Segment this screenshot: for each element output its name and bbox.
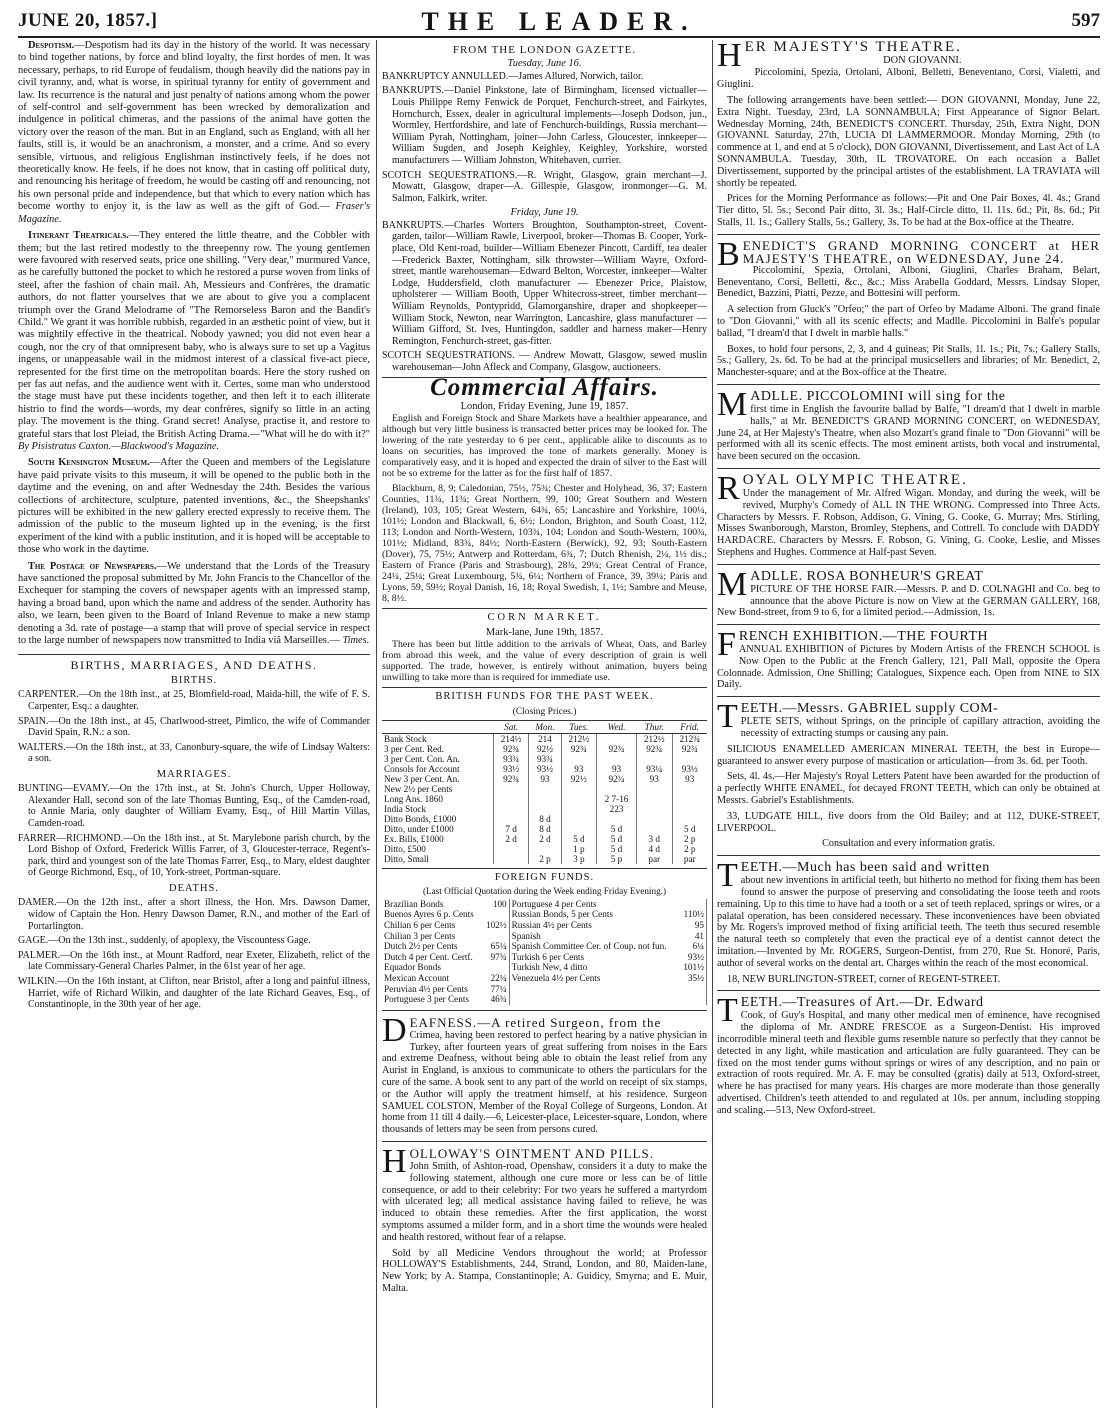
price-cell: 77¼ xyxy=(482,984,509,995)
price-cell: 3 p xyxy=(561,854,597,864)
death-notice: GAGE.—On the 13th inst., suddenly, of apoplexy, the Viscountess Gage. xyxy=(18,935,311,947)
price-cell: 2 d xyxy=(529,834,561,844)
price-cell xyxy=(529,794,561,804)
ad-headline: EETH.—Treasures of Art.—Dr. Edward xyxy=(740,995,984,1011)
birth-notice: SPAIN.—On the 18th inst., at 45, Charlwood-street, Pimlico, the wife of Commander David Spain, R.N.: a son. xyxy=(18,715,370,739)
ad-holloway xyxy=(382,1141,707,1295)
column-header: Tues. xyxy=(561,720,597,733)
price-cell: 2 p xyxy=(672,844,707,854)
price-cell xyxy=(493,804,529,814)
price-cell: 2 d xyxy=(493,834,529,844)
price-cell xyxy=(680,984,707,995)
drop-cap: T xyxy=(717,698,738,736)
ad-text: about new inventions in artificial teeth, but hitherto no method for fixing them has been found to answer the purpose of preserving and consolidating the loose teeth and roots remaining. Up to this time to have had a tooth or a set of teeth replaced, springs or wires, or a palatal operation, has been considered necessary. These inconveniences have been obviated by Mr. Rogers's improved method of fixing artificial teeth. The teeth thus secured resemble the natural teeth so completely that even the practical eye of a dentist cannot detect the imitation.—Invented by Mr. ROGERS, Surgeon-Dentist, from 270, Rue St. Honoré, Paris, author of several works on the dental art. Charges within the reach of the most economical. xyxy=(717,875,1100,969)
price-cell: 35½ xyxy=(680,973,707,984)
ad-rogers-teeth xyxy=(717,855,1100,985)
ad-french-exhibition xyxy=(717,624,1100,691)
price-cell xyxy=(636,754,672,764)
ad-headline: EETH.—Much has been said and written xyxy=(740,860,990,876)
table-row xyxy=(382,754,707,764)
price-cell: 5 d xyxy=(597,844,637,854)
table-row xyxy=(382,764,707,774)
price-cell: 214½ xyxy=(493,733,529,744)
price-cell: 214 xyxy=(529,733,561,744)
foreign-table-body xyxy=(382,899,707,1005)
price-cell: 93 xyxy=(672,774,707,784)
article-despotism xyxy=(18,40,370,226)
ad-text: Prices for the Morning Performance as follows:—Pit and One Pair Boxes, 4l. 4s.; Grand Tier ditto, 5l. 5s.; Second Pair ditto, 3l. 3s.; Half-Circle ditto, 1l. 11s. 6d.; Pit, 8s. 6d.; Pit Stalls, 1l. 1s.; Gallery Stalls, 5s.; Gallery, 3s. To be had at the Box-office at the Theatre. xyxy=(717,193,1100,228)
column-header: Frid. xyxy=(672,720,707,733)
price-cell: 22¼ xyxy=(482,973,509,984)
article-source: Times. xyxy=(342,635,370,647)
gazette-heading: FROM THE LONDON GAZETTE. xyxy=(452,44,637,56)
price-cell: 93 xyxy=(529,774,561,784)
fund-name-cell xyxy=(509,994,679,1005)
price-cell: 92¾ xyxy=(636,744,672,754)
table-row xyxy=(382,899,707,910)
article-postage xyxy=(18,561,370,648)
ad-text: Consultation and every information gratis. xyxy=(822,838,995,850)
price-cell xyxy=(561,784,597,794)
price-cell: 95 xyxy=(680,920,707,931)
price-cell: 5 p xyxy=(597,854,637,864)
price-cell: 93¾ xyxy=(493,754,529,764)
price-cell: 212½ xyxy=(636,733,672,744)
fund-name-cell: Ditto, under £1000 xyxy=(384,823,454,834)
marriage-notice: BUNTING—EVAMY.—On the 17th inst., at St. John's Church, Upper Holloway, Alexander Hall, second son of the late Thomas Bunting, Esq., of the Camden-road, to Annie Maria, only daughter of William Evamy, Esq., of Hill Martin Villas, Camden-road. xyxy=(18,783,370,830)
price-cell: 65¼ xyxy=(482,941,509,952)
price-cell: 93¼ xyxy=(636,764,672,774)
gazette-bankrupts: BANKRUPTS.—Charles Worters Broughton, Southampton-street, Covent-garden, tailor—William Rawle, Liverpool, broker—Thomas B. Cooper, York-place, Old Kent-road, builder—William Ebenezer Pincott, Cardiff, tea dealer—Frederick Baxter, Nottingham, silk throwster—William Wayre, Oxford-street, mantle warehouseman—Edward Belton, Worcester, innkeeper—Walter Lodge, Huddersfield, cloth manufacturer — Ebenezer Price, Plaistow, upholsterer — William Booth, Upper Whitecross-street, timber merchant—William Reynolds, Pontypridd, Glamorganshire, draper and shopkeeper—William Stock, Newton, near Warrington, Lancashire, glass manufacturer — William Gifford, St. Ives, Huntingdon, saddler and harness maker—Henry Remington, Fenchurch-street, gas-fitter. xyxy=(382,219,707,347)
table-row xyxy=(382,952,707,963)
masthead xyxy=(18,6,1100,38)
fund-name-cell: Venezuela 4½ per Cents xyxy=(511,972,601,983)
price-cell: 223 xyxy=(597,804,637,814)
funds-subheading: (Closing Prices.) xyxy=(512,706,577,717)
ad-headline: ENEDICT'S GRAND MORNING CONCERT at HER MAJESTY'S THEATRE, on WEDNESDAY, June 24. xyxy=(742,237,1100,266)
price-cell: 92¾ xyxy=(493,774,529,784)
ad-text: Sold by all Medicine Vendors throughout the world; at Professor HOLLOWAY'S Establishments, 244, Strand, London, and 80, Maiden-lane, New York; by A. Stampa, Constantinople; A. Guidicy, Smyrna; and E. Muir, Malta. xyxy=(382,1247,707,1294)
column-header: Sat. xyxy=(493,720,529,733)
table-row xyxy=(382,804,707,814)
corn-text: There has been but little addition to the arrivals of Wheat, Oats, and Barley from abroad this week, and the value of every description of grain is well supported. The trade, however, is entirely without animation, buyers being unwilling to take more than is required for immediate use. xyxy=(382,639,707,684)
ad-text: PICTURE OF THE HORSE FAIR.—Messrs. P. and D. COLNAGHI and Co. beg to announce that the above Picture is now on View at the GERMAN GALLERY, 168, New Bond-street, from 9 to 6, for a limited period.—Admission, 1s. xyxy=(717,583,1100,619)
table-row xyxy=(382,784,707,794)
table-row xyxy=(382,931,707,942)
price-cell: 2 p xyxy=(672,834,707,844)
fund-name-cell: 3 per Cent. Red. xyxy=(384,743,444,754)
birth-notice: WALTERS.—On the 18th inst., at 33, Canonbury-square, the wife of Lindsay Walters: a son. xyxy=(18,741,370,765)
ad-text: ANNUAL EXHIBITION of Pictures by Modern Artists of the FRENCH SCHOOL is Now Open to the Public at the French Gallery, 121, Pall Mall, opposite the Opera Colonnade. Admission, One Shilling; Catalogues, Sixpence each. Open from NINE to SIX Daily. xyxy=(717,644,1100,691)
ad-royal-olympic xyxy=(717,468,1100,559)
table-row xyxy=(382,941,707,952)
ad-headline: ADLLE. ROSA BONHEUR'S GREAT xyxy=(750,568,984,584)
price-cell: 8 d xyxy=(529,814,561,824)
ad-text: The following arrangements have been settled:— DON GIOVANNI, Monday, June 22, Extra Night. Tuesday, 23rd, LA SONNAMBULA; First Appearance of Signor Belart. Wednesday Morning, 24th, BENEDICT'S CONCERT. Thursday, 25th, Extra Night, DON GIOVANNI. Saturday, 27th, LUCIA DI LAMMERMOOR. Monday Morning, 29th (to commence at 1, and end at 5 o'clock), DON GIOVANNI, Divertissement, and Last Act of LA SONNAMBULA. Tuesday, 30th, IL TROVATORE. On each occasion a Ballet Divertissement, supported by the principal artistes of the establishment. LA TRAVIATA will shortly be repeated. xyxy=(717,95,1100,189)
table-row xyxy=(382,909,707,920)
fund-name-cell: Bank Stock xyxy=(384,733,427,744)
ad-piccolomini xyxy=(717,384,1100,463)
price-cell xyxy=(672,814,707,824)
gazette-annulled: BANKRUPTCY ANNULLED.—James Allured, Norwich, tailor. xyxy=(382,70,644,82)
price-cell xyxy=(597,784,637,794)
table-row xyxy=(382,733,707,744)
fund-name-cell: New 3 per Cent. An. xyxy=(384,773,460,784)
fund-name-cell: Dutch 2½ per Cents xyxy=(384,941,458,952)
fund-name-cell: Consols for Account xyxy=(384,763,460,774)
ad-text: 33, LUDGATE HILL, five doors from the Old Bailey; and at 112, DUKE-STREET, LIVERPOOL. xyxy=(717,810,1100,834)
price-cell: 100 xyxy=(482,899,509,910)
table-row xyxy=(382,774,707,784)
table-row xyxy=(382,962,707,973)
price-cell xyxy=(636,814,672,824)
price-cell: 92½ xyxy=(561,774,597,784)
fund-name-cell: Buenos Ayres 6 p. Cents xyxy=(384,909,474,920)
table-row xyxy=(382,994,707,1005)
price-cell xyxy=(561,824,597,834)
table-row xyxy=(382,920,707,931)
price-cell xyxy=(636,784,672,794)
fund-name-cell: Equador Bonds xyxy=(384,962,441,973)
table-row xyxy=(382,834,707,844)
column-rule xyxy=(712,40,713,1408)
drop-cap: H xyxy=(382,1142,407,1180)
ad-text: Piccolomini, Spezia, Ortolani, Alboni, Giuglini, Charles Braham, Belart, Beneventano, Corsi, Belletti, &c., &c.; Miss Arabella Goddard, Messrs. Lindsay Sloper, Benedict, Bazzini, Piatti, Pezze, and Bottesini will perform. xyxy=(717,264,1100,300)
fund-name-cell: Portuguese 3 per Cents xyxy=(384,994,469,1005)
column-left xyxy=(18,40,370,1410)
column-rule xyxy=(376,40,377,1408)
price-cell: 93½ xyxy=(672,764,707,774)
funds-table-body xyxy=(382,733,707,864)
article-lead: The Postage of Newspapers. xyxy=(28,560,157,572)
gazette-date: Friday, June 19. xyxy=(510,207,579,219)
marriages-heading: MARRIAGES. xyxy=(156,768,232,780)
price-cell xyxy=(636,804,672,814)
commercial-text: English and Foreign Stock and Share Markets have a healthier appearance, and although but very little business is transacted better prices may be looked for. The lowering of the rate yesterday to 6 per cent., applicable alike to discounts as to loans on securities, has improved the tone of markets generally. Money is comparatively easy, and it is hoped and expected the drain of silver to the East will not be so extreme for the latter as for the first half of 1857. xyxy=(382,413,707,480)
column-right xyxy=(717,40,1100,1410)
price-cell: 2 p xyxy=(529,854,561,864)
fund-name-cell: Russian 4½ per Cents xyxy=(511,920,592,930)
price-cell xyxy=(561,814,597,824)
price-cell: 3 d xyxy=(636,834,672,844)
column-header: Mon. xyxy=(529,720,561,733)
price-cell xyxy=(672,804,707,814)
price-cell: 5 d xyxy=(597,824,637,834)
article-body: —We understand that the Lords of the Treasury have sanctioned the proposal submitted by Mr. John Francis to the Chancellor of the Exchequer for stamping the covers of newspaper agents with an impressed stamp, having a broad band, upon which the name and address of the sender. Authority has also, we learn, been given to the Board of Inland Revenue to make a new stamp denoting a 3d. rate of postage—a stamp that will prove of special service in respect to the large number of newspapers now transmitted to India viâ Marseilles.— xyxy=(18,560,370,647)
article-source: By Pisistratus Caxton.—Blackwood's Magazine. xyxy=(18,441,220,452)
drop-cap: R xyxy=(717,469,740,507)
price-cell xyxy=(529,804,561,814)
fund-name-cell: Peruvian 4½ per Cents xyxy=(384,983,468,994)
fund-name-cell: Portuguese 4 per Cents xyxy=(511,898,597,909)
price-cell: 8 d xyxy=(529,824,561,834)
price-cell: 5 d xyxy=(561,834,597,844)
fund-name-cell: Ex. Bills, £1000 xyxy=(384,833,444,844)
ad-frescoe-teeth xyxy=(717,990,1100,1116)
price-cell: 212¾ xyxy=(672,733,707,744)
birth-notice: CARPENTER.—On the 18th inst., at 25, Blomfield-road, Maida-hill, the wife of F. S. Carpenter, Esq.: a daughter. xyxy=(18,689,370,712)
column-header: Thur. xyxy=(636,720,672,733)
article-lead: Despotism. xyxy=(28,40,75,51)
article-kensington xyxy=(18,457,370,556)
ad-benedict-concert xyxy=(717,234,1100,379)
article-body: —They entered the little theatre, and the Cobbler with them; but the last retired modestly to the threepenny row. The young gentlemen were favoured with reserved seats, price one shilling. "Very dear," murmured Vance, as he carefully buttoned the pocket to which he restored a purse woven from links of steel, after the fashion of chain mail. Ah, Messieurs and Confrères, the dramatic authors, do not flatter yourselves that we are about to give you a complacent triumph over the Grand Melodrame of "The Remorseless Baron and the Bandit's Child." We grant it was horrible rubbish, regarded in an æsthetic point of view, but it was mightily effective in the theatrical. Nobody yawned; you did not even hear a cough, nor the cry of that omnipresent baby, who is always sure to set up a Vagitus ingens, or unappeasable wail in the midmost interest of a classical five-act piece, represented for the first time on the metropolitan boards. Here the story rushed on per fas aut nefas, and the audience went with it. Certes, some man who understood the stage must have put these incidents together, and then left it to each illiterate histrio to find the words—words, my dear confrères, signify so little in an acting play. The movement is the thing. Grand secret! Analyse, practise it, and restore to grateful stars that lost Pleiad, the British Acting Drama.—"What will he do with it?" xyxy=(18,230,370,440)
fund-name-cell: Long Ans. 1860 xyxy=(384,793,443,804)
ad-headline: ADLLE. PICCOLOMINI will sing for the xyxy=(750,388,1006,404)
price-cell: 92¾ xyxy=(561,744,597,754)
column-middle xyxy=(382,40,707,1410)
article-body: —After the Queen and members of the Legislature have paid private visits to this museum, it will be opened to the public both in the daytime and the evening, on and after Wednesday the 24th. Besides the various collections of architecture, sculpture, patented inventions, &c., the Sheepshanks' pictures will be exhibited in the new gallery erected expressly to receive them. The admission of the public to the museum lighted up in the evening, is the first experiment of the kind with a public institution, and it is hoped will be acceptable to those who work in the daytime. xyxy=(18,457,370,556)
ad-text: SILICIOUS ENAMELLED AMERICAN MINERAL TEETH, the best in Europe—guaranteed to answer every purpose of mastication or articulation—from 3s. 6d. per Tooth. xyxy=(717,743,1100,767)
drop-cap: M xyxy=(717,565,748,603)
page-number: 597 xyxy=(1071,10,1100,31)
ad-subheading: DON GIOVANNI. xyxy=(883,55,962,66)
fund-name-cell: Dutch 4 per Cent. Certf. xyxy=(384,951,473,962)
ad-her-majestys-theatre xyxy=(717,40,1100,229)
commercial-dateline: London, Friday Evening, June 19, 1857. xyxy=(460,400,629,412)
fund-name-cell: New 2½ per Cents xyxy=(384,783,453,794)
price-cell xyxy=(482,931,509,942)
ad-text: 18, NEW BURLINGTON-STREET, corner of REGENT-STREET. xyxy=(727,973,1001,985)
ad-headline: OLLOWAY'S OINTMENT AND PILLS. xyxy=(409,1145,654,1161)
price-cell xyxy=(493,854,529,864)
death-notice: PALMER.—On the 16th inst., at Mount Radford, near Exeter, Elizabeth, relict of the late Commissary-General Charles Palmer, in the 61st year of her age. xyxy=(18,949,370,973)
price-cell xyxy=(672,754,707,764)
table-row xyxy=(382,814,707,824)
drop-cap: M xyxy=(717,385,748,423)
price-cell xyxy=(529,844,561,854)
price-cell xyxy=(561,794,597,804)
price-cell: 102½ xyxy=(482,920,509,931)
price-cell: 93½ xyxy=(493,764,529,774)
fund-name-cell: Mexican Account xyxy=(384,972,450,983)
price-cell xyxy=(672,794,707,804)
gazette-bankrupts: BANKRUPTS.—Daniel Pinkstone, late of Birmingham, licensed victualler—Louis Philippe Remy Fenwick de Porquet, Fenchurch-street, and Fairkytes, Hornchurch, Essex, dealer in agricultural implements—Joseph Dodson, jun., Wormley, Hertfordshire, and late of Fenchurch-buildings, Russia merchant—William Pyrah, Nottingham, joiner—John Carless, Gloucester, innkeeper—William Sugden, and Joseph Keighley, Keighley, Yorkshire, worsted manufacturers — William Johnston, Whitehaven, currier. xyxy=(382,85,707,166)
fund-name-cell: Russian Bonds, 5 per Cents xyxy=(511,909,613,920)
ad-gabriel-teeth xyxy=(717,696,1100,850)
fund-name-cell: Spanish xyxy=(511,930,541,941)
ad-headline: RENCH EXHIBITION.—THE FOURTH xyxy=(738,629,989,645)
ad-text: Sets, 4l. 4s.—Her Majesty's Royal Letters Patent have been awarded for the production of a perfectly WHITE ENAMEL, for decayed FRONT TEETH, which can only be obtained at Messrs. Gabriel's Establishments. xyxy=(717,771,1100,807)
death-notice: DAMER.—On the 12th inst., after a short illness, the Hon. Mrs. Dawson Damer, widow of Captain the Hon. Henry Dawson Damer, R.N., and mother of the Earl of Portarlington. xyxy=(18,897,370,932)
corn-heading: CORN MARKET. xyxy=(382,608,707,624)
price-cell xyxy=(482,962,509,973)
table-row xyxy=(382,973,707,984)
drop-cap: D xyxy=(382,1011,407,1049)
price-cell: 2 7-16 xyxy=(597,794,637,804)
price-cell: 6¼ xyxy=(680,941,707,952)
price-cell xyxy=(597,733,637,744)
price-cell: 92¾ xyxy=(672,744,707,754)
price-cell: 93¾ xyxy=(529,754,561,764)
price-cell xyxy=(493,814,529,824)
fund-name-cell: Ditto, Small xyxy=(384,853,429,864)
issue-date: JUNE 20, 1857.] xyxy=(18,10,158,31)
article-body: —Despotism had its day in the history of the world. It was necessary to bind together nations, by force and blind loyalty, the first hordes of men. It was necessary, perhaps, to rid Europe of feudalism, though heavily did the nations pay in civil tyranny, and, what is worse, in spiritual tyranny for entity of government and law. Its recurrence is the natural and just penalty of nations among whom the power of self-control and self-government has been wrecked by demoralization and indulgence in political chimeras, and the passions of the animal have gotten the victory over the reason of the man. But in an England, such as England, with all her faults, still is, it would be an anachronism, a monster, and a crime. And so every sensible, virtuous, and religious Englishman instinctively feels, if he does not theoretically know. He feels, if he does not know, that in casting off political duty, and renouncing his heritage of freedom, he would be casting off and renouncing, not his own personal pride and independence, but that which to every nation which has become worthy to enjoy it, is the law as well as the gift of God.— xyxy=(18,40,370,213)
foreign-funds-subheading: (Last Official Quotation during the Week ending Friday Evening.) xyxy=(422,886,667,897)
price-cell xyxy=(680,899,707,910)
price-cell: par xyxy=(636,854,672,864)
fund-name-cell: Chilian 6 per Cents xyxy=(384,920,456,930)
price-cell: 93 xyxy=(636,774,672,784)
price-cell: 41 xyxy=(680,931,707,942)
ad-text: PLETE SETS, without Springs, on the principle of capillary attraction, avoiding the necessity of extracting stumps or causing any pain. xyxy=(740,716,1100,740)
drop-cap: F xyxy=(717,626,736,664)
drop-cap: B xyxy=(717,235,740,273)
price-cell: 93½ xyxy=(529,764,561,774)
table-row xyxy=(382,794,707,804)
ad-text: Boxes, to hold four persons, 2, 3, and 4 guineas; Pit Stalls, 1l. 1s.; Pit, 7s.; Gallery Stalls, 5s.; Gallery, 2s. 6d. To be had at the principal musicsellers and libraries; of Mr. Benedict, 2, Manchester-square; and at the Box-office at the Theatre. xyxy=(717,343,1100,379)
commercial-prices: Blackburn, 8, 9; Caledonian, 75½, 75¾; Chester and Holyhead, 36, 37; Eastern Counties, 11¾, 11¾; Great Northern, 99, 100; Great Southern and Western (Ireland), 103, 105; Great Western, 64¾, 65; Lancashire and Yorkshire, 100¼, 101½; London and Blackwall, 6, 6½; London, Brighton, and South Coast, 112, 113; London and North-Western, 103¾, 104; London and South-Western, 100¾, 101½; Midland, 83¾, 84½; North-Eastern (Berwick), 92, 93; South-Eastern (Dover), 75, 75½; Antwerp and Rotterdam, 6¾, 7; Dutch Rhenish, 2¼, 1½ dis.; Eastern of France (Paris and Strasbourg), 28¾, 29¼; Great Central of France, 24¼, 25¼; Great Luxembourg, 5¾, 6¼; Northern of France, 39, 39¼; Paris and Lyons, 59, 59½; Royal Danish, 16, 18; Royal Swedish, 1, 1½; Sambre and Meuse, 8, 8½. xyxy=(382,483,707,605)
article-source: Fraser's Magazine. xyxy=(18,201,370,225)
price-cell: 5 d xyxy=(672,824,707,834)
price-cell xyxy=(493,794,529,804)
table-row xyxy=(382,844,707,854)
price-cell: 110½ xyxy=(680,909,707,920)
price-cell xyxy=(597,814,637,824)
fund-name-cell: 3 per Cent. Con. An. xyxy=(384,753,460,764)
price-cell xyxy=(482,909,509,920)
gazette-scotch: SCOTCH SEQUESTRATIONS.—R. Wright, Glasgow, grain merchant—J. Mowatt, Glasgow, draper—A. Gillespie, Glasgow, ironmonger—G. M. Salmon, Falkirk, writer. xyxy=(382,169,707,204)
births-heading: BIRTHS. xyxy=(170,674,218,686)
ad-headline: OYAL OLYMPIC THEATRE. xyxy=(742,471,968,488)
price-cell: 92¾ xyxy=(493,744,529,754)
article-lead: South Kensington Museum. xyxy=(28,457,150,469)
foreign-funds-heading: FOREIGN FUNDS. xyxy=(382,868,707,884)
price-cell xyxy=(636,794,672,804)
price-cell xyxy=(672,784,707,794)
column-header xyxy=(382,720,493,733)
table-row xyxy=(382,984,707,995)
price-cell: 92¾ xyxy=(597,774,637,784)
price-cell xyxy=(493,844,529,854)
newspaper-title: THE LEADER. xyxy=(421,7,697,36)
price-cell: par xyxy=(672,854,707,864)
marriage-notice: FARRER—RICHMOND.—On the 18th inst., at St. Marylebone parish church, by the Lord Bishop of Oxford, Frederick Willis Farrer, of 3, Gloucester-terrace, Regent's-park, third and youngest son of the late Thomas Farrer, Esq., to Mary, eldest daughter of George Richmond, Esq., of 10, York-street, Portman-square. xyxy=(18,832,370,879)
corn-dateline: Mark-lane, June 19th, 1857. xyxy=(485,626,604,638)
price-cell: 7 d xyxy=(493,824,529,834)
fund-name-cell: Chilian 3 per Cents xyxy=(384,930,456,941)
drop-cap: H xyxy=(717,40,742,74)
ad-text: Piccolomini, Spezia, Ortolani, Alboni, Belletti, Beneventano, Corsi, Vialetti, and Giuglini. xyxy=(717,67,1100,91)
foreign-funds-table xyxy=(382,899,707,1005)
bmd-heading: BIRTHS, MARRIAGES, AND DEATHS. xyxy=(18,654,370,671)
price-cell: 212½ xyxy=(561,733,597,744)
table-row xyxy=(382,824,707,834)
ad-text: Crimea, having been restored to perfect hearing by a native physician in Turkey, after fourteen years of great suffering from noises in the Ears and extreme Deafness, without being able to obtain the least relief from any Aurist in England, is anxious to communicate to others the particulars for the cure of the same. A book sent to any part of the world on receipt of six stamps, or the Author will apply the treatment himself, at his residence. Surgeon SAMUEL COLSTON, Member of the Royal College of Surgeons, London. At home from 11 till 4 daily.—6, Leicester-place, Leicester-square, London, where thousands of letters may be seen from persons cured. xyxy=(382,1029,707,1136)
column-header: Wed. xyxy=(597,720,637,733)
ad-headline: EAFNESS.—A retired Surgeon, from the xyxy=(409,1014,662,1030)
price-cell: 93½ xyxy=(680,952,707,963)
price-cell: 93 xyxy=(597,764,637,774)
drop-cap: T xyxy=(717,992,738,1030)
fund-name-cell: Brazilian Bonds xyxy=(384,898,444,909)
gazette-scotch: SCOTCH SEQUESTRATIONS. — Andrew Mowatt, Glasgow, sewed muslin warehouseman—John Afleck and Company, Glasgow, auctioneers. xyxy=(382,350,707,373)
price-cell xyxy=(597,754,637,764)
price-cell: 5 d xyxy=(597,834,637,844)
price-cell xyxy=(493,784,529,794)
price-cell: 1 p xyxy=(561,844,597,854)
price-cell: 92¾ xyxy=(597,744,637,754)
price-cell: 97¾ xyxy=(482,952,509,963)
article-itinerant xyxy=(18,230,370,453)
price-cell xyxy=(561,754,597,764)
death-notice: WILKIN.—On the 16th instant, at Clifton, near Bristol, after a long and painful illness, Harriet, wife of Richard Wilkin, and daughter of the late Richard Geaves, Esq., of Constantinople, in the 30th year of her age. xyxy=(18,976,370,1011)
fund-name-cell: India Stock xyxy=(384,803,427,814)
fund-name-cell xyxy=(509,984,679,995)
price-cell xyxy=(561,804,597,814)
price-cell: 46¾ xyxy=(482,994,509,1005)
fund-name-cell: Turkish 6 per Cents xyxy=(511,951,585,962)
fund-name-cell: Ditto, £500 xyxy=(384,843,426,854)
ad-deafness xyxy=(382,1010,707,1136)
fund-name-cell: Turkish New, 4 ditto xyxy=(511,962,588,973)
ad-text: Cook, of Guy's Hospital, and many other medical men of eminence, have recognised the diploma of Mr. ANDRE FRESCOE as a Surgeon-Dentist. His improved incorrodible mineral teeth and flexible gums resemble nature so perfectly that they cannot be detected in any light, while mastication and articulation are fully guaranteed. They can be fixed on the most tender gums without springs or wires of any description, and no pain or extraction of roots required. Mr. A. F. may be consulted (gratis) daily at 513, Oxford-street, where he has practised for many years. His charges are more moderate than those generally advertised. Children's teeth attended to and regulated at 10s. per annum, including stopping and scaling.—513, New Oxford-street. xyxy=(717,1010,1100,1116)
ad-text: John Smith, of Ashton-road, Openshaw, considers it a duty to make the following statement, although one cure more or less can be of little consequence, or add to their celebrity: For two years he suffered a martyrdom with ulcerated leg; all medical assistance having failed to relieve, he was induced to obtain these remedies. After the first application, the worst symptoms assumed a milder form, and in a short time the wounds were healed and health restored, without fear of a relapse. xyxy=(382,1160,707,1243)
ad-rosa-bonheur xyxy=(717,564,1100,619)
article-lead: Itinerant Theatricals. xyxy=(28,230,129,242)
price-cell xyxy=(680,994,707,1005)
ad-text: A selection from Gluck's "Orfeo;" the part of Orfeo by Madame Alboni. The grand finale to "Don Giovanni," with all its scenic effects; and Madlle. Piccolomini in Balfe's popular ballad, "I dream'd that I dwelt in marble halls." xyxy=(717,304,1100,339)
price-cell: 4 d xyxy=(636,844,672,854)
table-header-row xyxy=(382,720,707,733)
price-cell: 92½ xyxy=(529,744,561,754)
ad-text: Under the management of Mr. Alfred Wigan. Monday, and during the week, will be revived, Murphy's Comedy of ALL IN THE WRONG. Compressed into Three Acts. Characters by Messrs. F. Robson, Addison, G. Vining, G. Cooke, G. Murray; Mrs. Stirling, Misses Swanborough, Marston, Bromley, Stephens, and Cottrell. To conclude with DADDY HARDACRE. Characters by Messrs. F. Robson, G. Vining, G. Cooke, Leslie, and Misses Stephens and Hughes. Commence at Half-past Seven. xyxy=(717,487,1100,558)
table-row xyxy=(382,854,707,864)
price-cell xyxy=(529,784,561,794)
price-cell xyxy=(636,824,672,834)
price-cell: 93 xyxy=(561,764,597,774)
ad-headline: EETH.—Messrs. GABRIEL supply COM- xyxy=(740,701,999,717)
fund-name-cell: Spanish Committee Cer. of Coup. not fun. xyxy=(511,941,667,952)
ad-headline: ER MAJESTY'S THEATRE. xyxy=(744,40,962,55)
table-row xyxy=(382,744,707,754)
deaths-heading: DEATHS. xyxy=(169,883,219,895)
price-cell: 101½ xyxy=(680,962,707,973)
drop-cap: T xyxy=(717,857,738,895)
fund-name-cell: Ditto Bonds, £1000 xyxy=(384,813,457,824)
commercial-heading: Commercial Affairs. xyxy=(382,377,707,394)
british-funds-table xyxy=(382,720,707,864)
funds-heading: BRITISH FUNDS FOR THE PAST WEEK. xyxy=(382,687,707,703)
gazette-date: Tuesday, June 16. xyxy=(507,58,582,70)
ad-text: first time in English the favourite ballad by Balfe, "I dream'd that I dwelt in marble halls," at Mr. BENEDICT'S GRAND MORNING CONCERT, on WEDNESDAY, June 24, at Her Majesty's Theatre, when also Mozart's grand finale to "Don Giovanni" will be performed with all its scenic effects. The most eminent artists, both vocal and instrumental, have been secured on the occasion. xyxy=(717,403,1100,463)
